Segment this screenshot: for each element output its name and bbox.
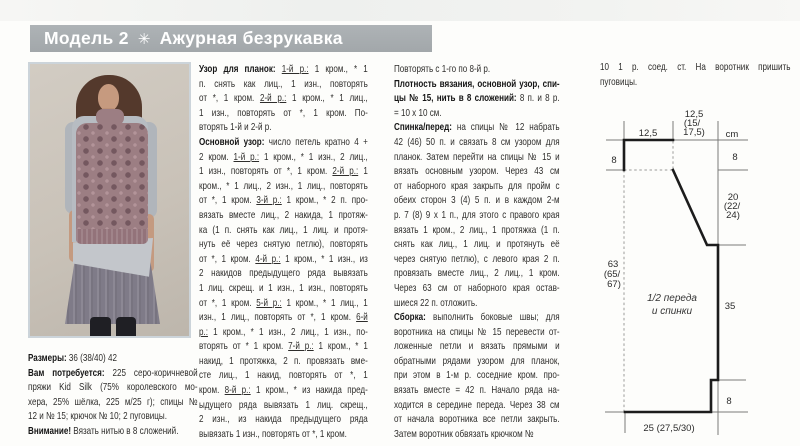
text-line: 1 изн., повторять от *, 1 кром. По-	[199, 107, 368, 119]
text-line: от *, 1 кром. 5-й р.: 1 кром., * 1 лиц., 1	[199, 297, 368, 309]
text-line: Узор для планок: 1-й р.: 1 кром., * 1	[199, 64, 368, 75]
text-line: хера, 25% шёлка, 225 м/25 г); спицы №	[28, 396, 198, 408]
model-label: Модель 2	[44, 28, 129, 48]
text-line: Затем воротник обвязать крючком №	[394, 428, 534, 440]
text-line: от *, 1 кром. 4-й р.: 1 кром., * 1 изн., из	[199, 253, 368, 265]
text-line: провязать вместе лиц., 2 лиц., 1 кром.	[394, 268, 560, 280]
label-total-b: (65/	[603, 269, 621, 280]
text-line: шиеся 22 п. отложить.	[394, 297, 478, 309]
header-bar	[30, 25, 432, 52]
text-line: 10 1 р. соед. ст. На воротник пришить	[600, 62, 791, 73]
text-line: при этом в 1-м р. соседние кром. про-	[394, 370, 560, 382]
label-armhole-a: 20	[727, 192, 739, 203]
text-line: вторять от * 1 кром. 7-й р.: 1 кром., * 1	[199, 341, 368, 353]
model-face	[98, 84, 119, 111]
text-line: 42 (46) 50 п. и связать 8 см узором для	[394, 136, 560, 148]
text-line: сте лиц., 1 накид, повторять от *, 1	[199, 370, 368, 382]
label-top-width2-a: 12,5	[684, 109, 704, 120]
label-total-c: 67)	[607, 279, 621, 290]
text-line: ходится в середине переда. Через 38 см	[394, 399, 560, 411]
text-line: вывязать 1 изн., повторять от *, 1 кром.	[199, 428, 347, 440]
text-line: накид, 1 протяжка, 2 п. провязать вме-	[199, 355, 368, 367]
text-line: ка (1 п. снять как лиц., 1 лиц. и протя-	[199, 224, 368, 236]
label-bottom-width: 25 (27,5/30)	[643, 423, 695, 434]
label-collar-right: 8	[732, 152, 738, 163]
text-line: = 10 x 10 см.	[394, 107, 442, 119]
label-piece-1: 1/2 переда	[647, 293, 697, 304]
text-line: 1 изн., повторять от *, 1 кром. 2-й р.: 1	[199, 166, 368, 178]
star-icon: ✳	[137, 30, 151, 48]
text-line: вязать основным узором. Через 43 см	[394, 166, 560, 178]
page-top-margin	[0, 0, 800, 21]
text-line: обратными рядами узором для планок,	[394, 355, 560, 367]
materials-column	[28, 352, 198, 440]
schematic-outline	[624, 140, 718, 412]
label-top-width: 12,5	[638, 128, 658, 139]
text-line: ыдущего ряда вывязать 1 лиц. скрещ.,	[199, 399, 368, 411]
text-line: 1 лиц. скрещ. и 1 изн., 1 изн., повторять	[199, 282, 368, 294]
text-line: цы № 15, нить в 8 сложений: 8 п. и 8 р.	[394, 93, 560, 105]
schematic-dashed-lines	[624, 141, 673, 412]
text-line: 12 и № 15; крючок № 10; 2 пуговицы.	[28, 411, 167, 423]
text-line: кром. 8-й р.: 1 кром., * из накида пред-	[199, 385, 368, 397]
text-line: Размеры: 36 (38/40) 42	[28, 353, 117, 364]
label-collar-left: 8	[611, 155, 617, 166]
text-line: Основной узор: число петель кратно 4 +	[199, 136, 368, 148]
text-line: кром., * 1 лиц., 2 изн., 1 лиц., повторять	[199, 180, 368, 192]
text-line: вязать вместе лиц., 2 накида, 1 протяж-	[199, 209, 368, 221]
text-line: Спинка/перед: на спицы № 12 набрать	[394, 122, 560, 134]
text-line: воротника на спицы № 15 перевести от-	[394, 326, 560, 338]
finishing-column	[600, 61, 790, 90]
label-piece-2: и спинки	[651, 306, 693, 317]
text-line: обеих сторон 3 (4) 5 п. и в каждом 2-м	[394, 195, 560, 207]
text-line: нуть её через снятую петлю), повторять	[199, 239, 368, 251]
text-line: вязать вместе = 42 п. Начало ряда на-	[394, 385, 560, 397]
text-line: Сборка: выполнить боковые швы; для	[394, 312, 560, 324]
text-line: Через 63 см от наборного края остав-	[394, 282, 560, 294]
text-line: через снятую петлю), с левого края 2 п.	[394, 253, 560, 265]
pattern-schematic	[595, 100, 765, 446]
label-armhole-b: (22/	[723, 201, 741, 212]
text-line: п. снять как лиц., 1 изн., повторять	[199, 78, 368, 90]
text-line: Плотность вязания, основной узор, спи-	[394, 78, 560, 90]
text-line: от *, 1 кром. 3-й р.: 1 кром., * 2 п. про-	[199, 195, 368, 207]
text-line: ложенные петли и вязать прямыми и	[394, 341, 560, 353]
label-top-width2-c: 17,5)	[683, 127, 705, 138]
text-line: от начала воротника все петли закрыть.	[394, 414, 560, 426]
text-line: 2 кром. 1-й р.: 1 кром., * 1 изн., 2 лиц.,	[199, 151, 368, 163]
text-line: от наборного края закрыть для пройм с	[394, 180, 560, 192]
text-line: р. 7 (8) 9 x 1 п., для этого с правого края	[394, 209, 560, 221]
model-photo	[28, 62, 191, 338]
text-line: 2 накидов предыдущего ряда вывязать	[199, 268, 368, 280]
vest-bottom-band	[76, 229, 148, 244]
label-unit-cm: cm	[725, 129, 739, 140]
text-line: пуговицы.	[600, 76, 638, 88]
schematic-helper-lines	[605, 121, 748, 435]
label-armhole-c: 24)	[726, 210, 740, 221]
text-line: р.: 1 кром., * 1 изн., 2 лиц., 1 изн., по-	[199, 326, 368, 338]
text-line: Внимание! Вязать нитью в 8 сложений.	[28, 425, 179, 437]
knitted-vest	[76, 123, 148, 243]
instructions-column	[394, 63, 560, 442]
text-line: снять как лиц., 1 лиц. и протянуть её	[394, 239, 560, 251]
text-line: Повторять с 1-го по 8-й р.	[394, 64, 491, 75]
text-line: пряжи Kid Silk (75% королевского мо-	[28, 382, 198, 394]
label-total-a: 63	[607, 259, 619, 270]
model-right-leg	[116, 317, 136, 338]
text-line: планок. Затем перейти на спицы № 15 и	[394, 151, 560, 163]
text-line: вязать 1 кром., 2 лиц., 1 протяжка (1 п.	[394, 224, 560, 236]
pattern-column	[199, 63, 368, 442]
label-top-width2-b: (15/	[683, 118, 701, 129]
model-left-leg	[90, 317, 111, 338]
text-line: вторять 1-й и 2-й р.	[199, 122, 272, 134]
label-band-height: 8	[726, 396, 732, 407]
text-line: изн., 1 лиц., повторять от *, 1 кром. 6-й	[199, 312, 368, 324]
label-side-height: 35	[724, 301, 736, 312]
text-line: от *, 1 кром. 2-й р.: 1 кром., * 1 лиц.,	[199, 93, 368, 105]
page-title: Ажурная безрукавка	[159, 28, 343, 48]
text-line: 2 изн., из накида предыдущего ряда	[199, 414, 368, 426]
text-line: Вам потребуется: 225 серо-коричневой	[28, 367, 198, 379]
